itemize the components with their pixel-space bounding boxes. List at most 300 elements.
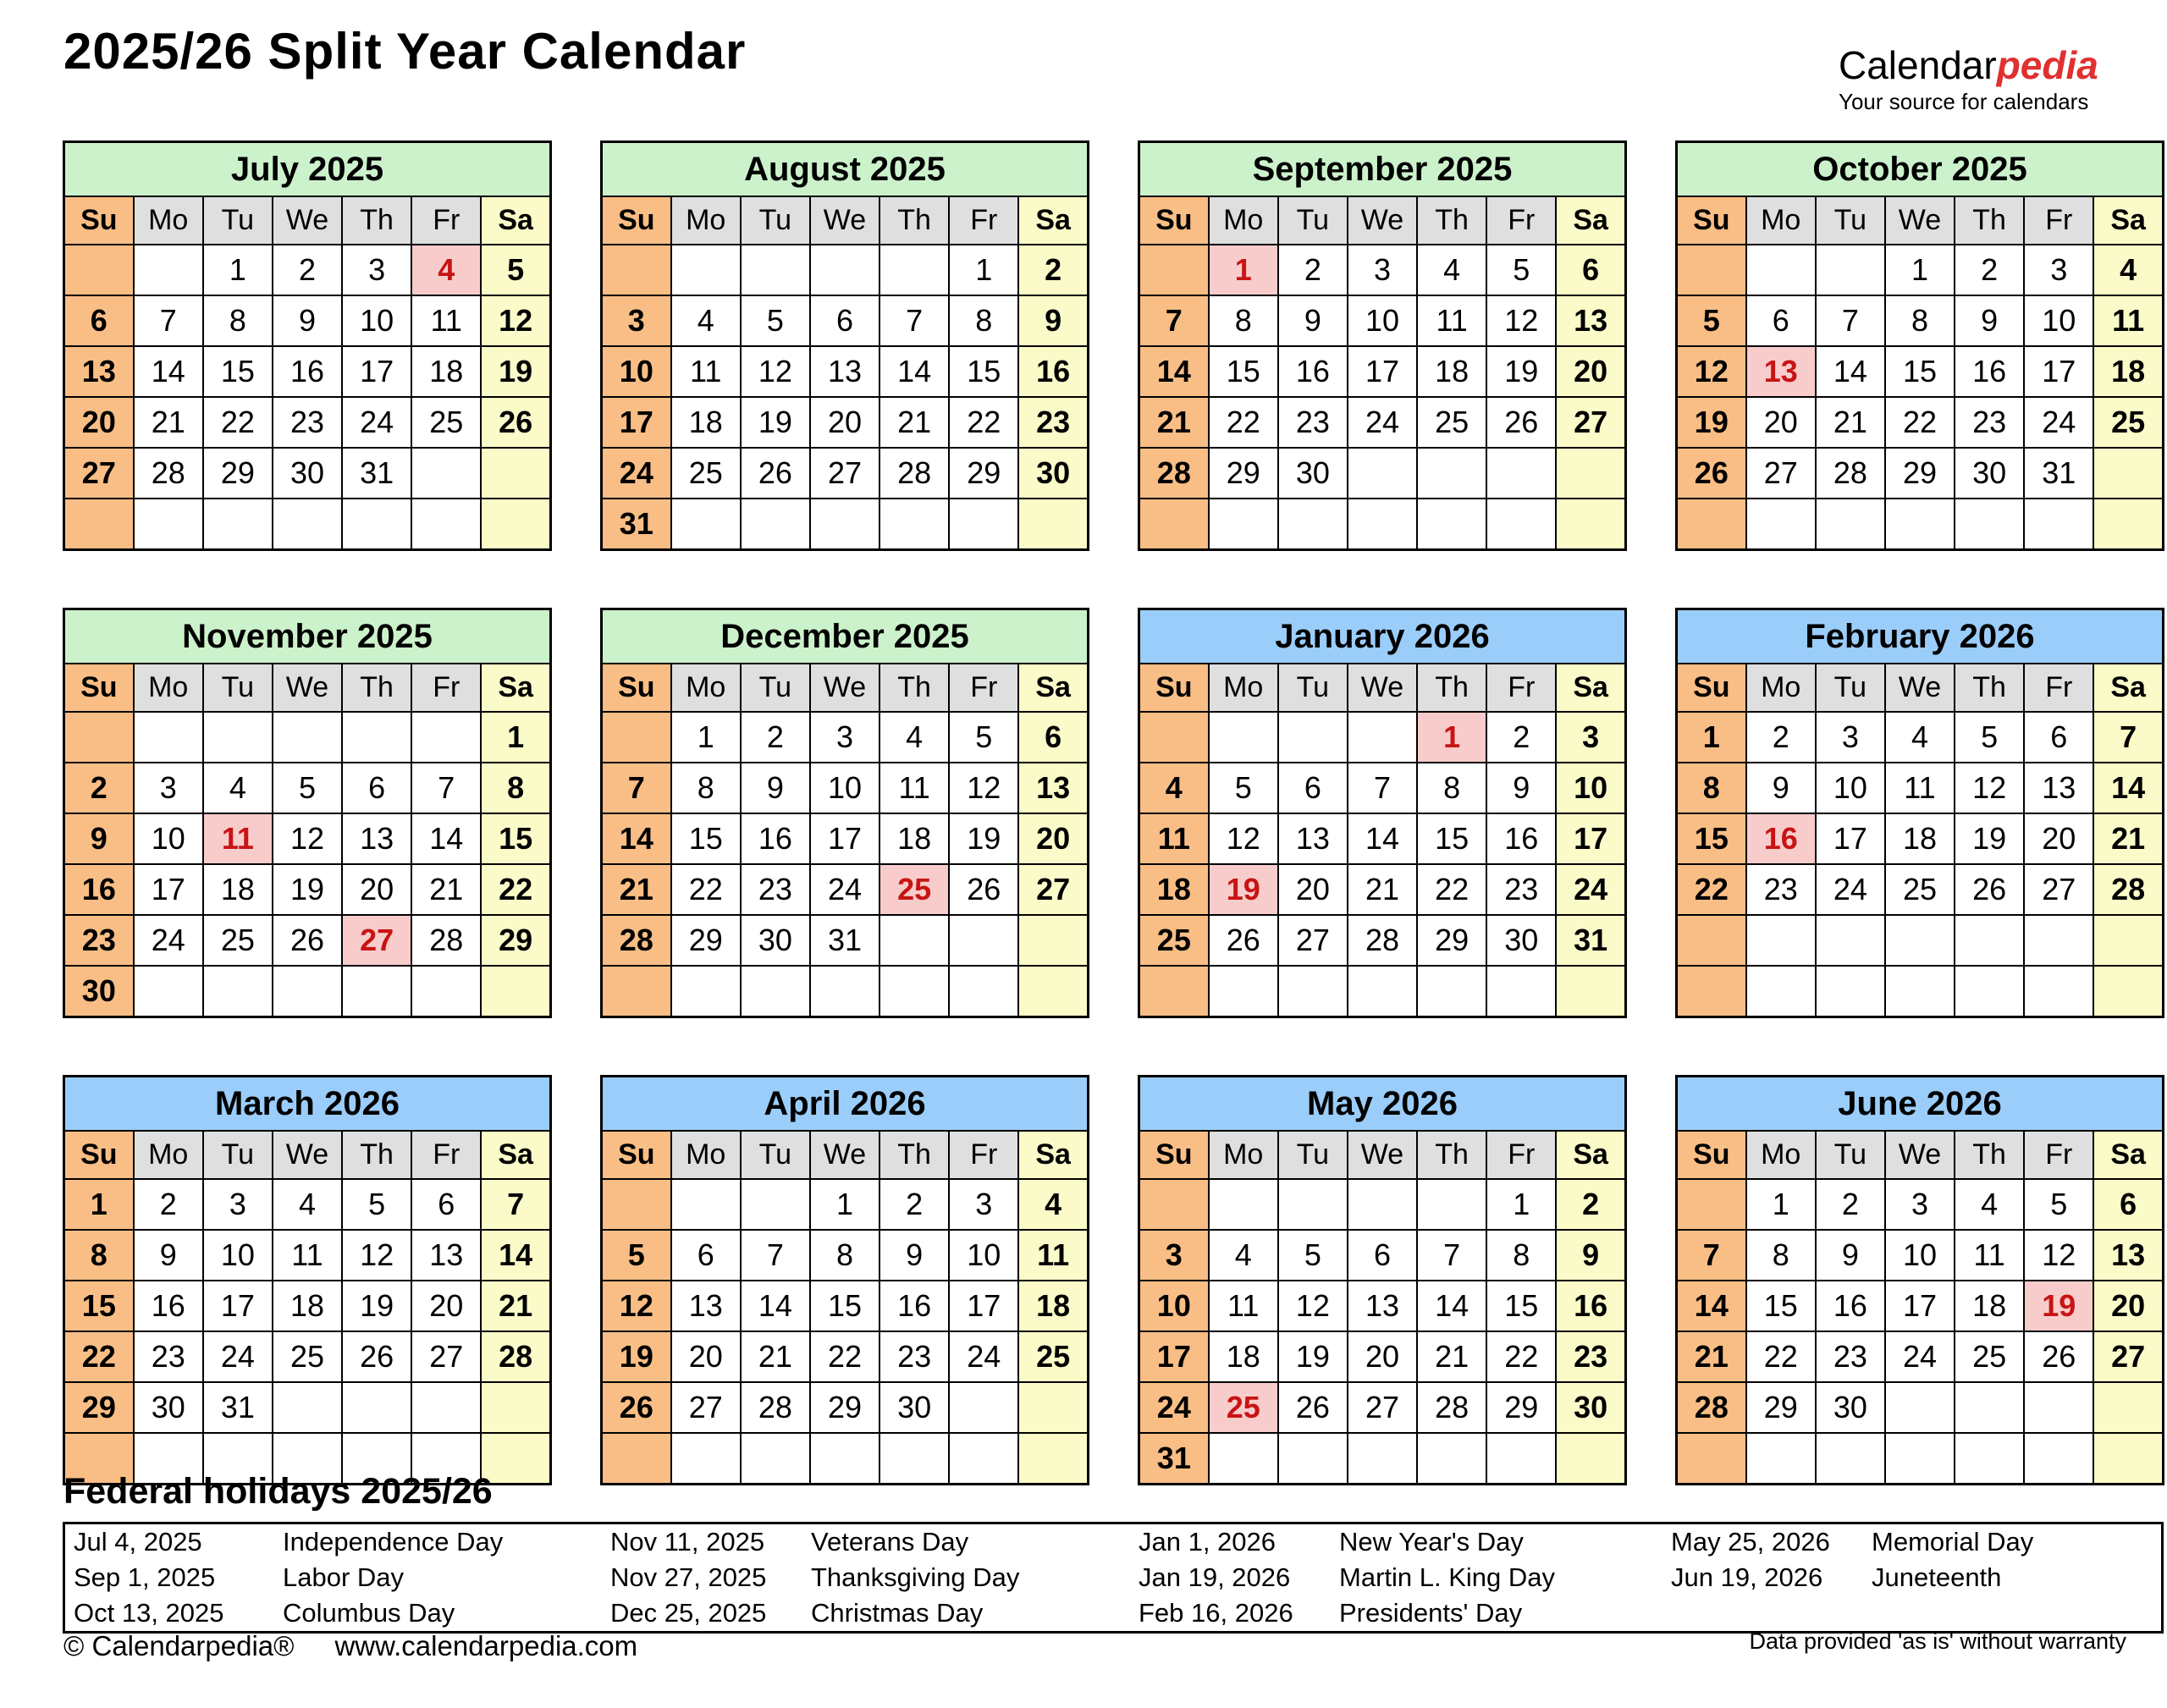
empty-day-cell xyxy=(1209,499,1278,550)
empty-day-cell xyxy=(134,712,203,763)
day-cell: 13 xyxy=(342,813,411,864)
day-cell: 4 xyxy=(671,295,741,346)
day-header-th: Th xyxy=(342,664,411,712)
holiday-day-cell: 27 xyxy=(342,915,411,966)
day-cell: 9 xyxy=(1746,763,1816,813)
day-cell: 9 xyxy=(1018,295,1088,346)
empty-day-cell xyxy=(1955,499,2024,550)
day-cell: 15 xyxy=(64,1281,134,1331)
day-header-tu: Tu xyxy=(741,1131,810,1179)
day-header-sa: Sa xyxy=(1556,196,1625,245)
day-cell: 5 xyxy=(1278,1230,1348,1281)
empty-day-cell xyxy=(1556,1433,1625,1485)
day-cell: 26 xyxy=(1677,448,1746,499)
day-cell: 25 xyxy=(1018,1331,1088,1382)
day-cell: 22 xyxy=(949,397,1018,448)
day-cell: 15 xyxy=(810,1281,879,1331)
day-cell: 11 xyxy=(2093,295,2163,346)
empty-day-cell xyxy=(1677,499,1746,550)
day-cell: 15 xyxy=(1209,346,1278,397)
day-cell: 22 xyxy=(203,397,273,448)
day-cell: 29 xyxy=(1885,448,1955,499)
day-header-su: Su xyxy=(602,196,671,245)
empty-day-cell xyxy=(1417,1433,1486,1485)
empty-day-cell xyxy=(1486,499,1556,550)
empty-day-cell xyxy=(1209,1433,1278,1485)
day-cell: 16 xyxy=(741,813,810,864)
day-cell: 30 xyxy=(1955,448,2024,499)
day-cell: 4 xyxy=(1209,1230,1278,1281)
empty-day-cell xyxy=(1677,966,1746,1017)
day-header-sa: Sa xyxy=(481,196,550,245)
day-cell: 14 xyxy=(741,1281,810,1331)
empty-day-cell xyxy=(1417,499,1486,550)
empty-day-cell xyxy=(273,712,342,763)
day-cell: 4 xyxy=(273,1179,342,1230)
day-cell: 14 xyxy=(481,1230,550,1281)
day-cell: 11 xyxy=(879,763,949,813)
day-cell: 29 xyxy=(1209,448,1278,499)
day-cell: 5 xyxy=(481,245,550,295)
day-cell: 20 xyxy=(1556,346,1625,397)
day-cell: 6 xyxy=(1746,295,1816,346)
day-cell: 3 xyxy=(1348,245,1417,295)
holiday-row xyxy=(64,1523,2163,1561)
day-cell: 18 xyxy=(273,1281,342,1331)
day-cell: 23 xyxy=(1556,1331,1625,1382)
day-cell: 6 xyxy=(1348,1230,1417,1281)
day-header-tu: Tu xyxy=(1278,664,1348,712)
day-cell: 9 xyxy=(1955,295,2024,346)
day-cell: 20 xyxy=(671,1331,741,1382)
day-cell: 24 xyxy=(1885,1331,1955,1382)
day-cell: 14 xyxy=(2093,763,2163,813)
empty-day-cell xyxy=(671,245,741,295)
day-cell: 26 xyxy=(949,864,1018,915)
day-cell: 30 xyxy=(64,966,134,1017)
day-cell: 31 xyxy=(602,499,671,550)
day-header-th: Th xyxy=(1955,1131,2024,1179)
day-cell: 24 xyxy=(1139,1382,1209,1433)
day-cell: 1 xyxy=(671,712,741,763)
empty-day-cell xyxy=(1677,245,1746,295)
day-cell: 9 xyxy=(1556,1230,1625,1281)
empty-day-cell xyxy=(342,712,411,763)
day-cell: 6 xyxy=(1018,712,1088,763)
day-header-tu: Tu xyxy=(1278,1131,1348,1179)
day-cell: 7 xyxy=(481,1179,550,1230)
empty-day-cell xyxy=(1018,1433,1088,1485)
day-header-tu: Tu xyxy=(1816,664,1885,712)
day-header-th: Th xyxy=(879,664,949,712)
day-cell: 25 xyxy=(1139,915,1209,966)
empty-day-cell xyxy=(810,245,879,295)
day-cell: 12 xyxy=(1955,763,2024,813)
day-cell: 11 xyxy=(1955,1230,2024,1281)
day-cell: 1 xyxy=(1885,245,1955,295)
empty-day-cell xyxy=(1139,499,1209,550)
empty-day-cell xyxy=(1209,712,1278,763)
month-august-2025 xyxy=(600,140,1089,551)
day-cell: 29 xyxy=(1417,915,1486,966)
day-cell: 8 xyxy=(671,763,741,813)
day-cell: 12 xyxy=(481,295,550,346)
day-header-we: We xyxy=(1348,664,1417,712)
day-cell: 26 xyxy=(481,397,550,448)
empty-day-cell xyxy=(203,966,273,1017)
day-cell: 28 xyxy=(741,1382,810,1433)
empty-day-cell xyxy=(411,1382,481,1433)
day-cell: 6 xyxy=(411,1179,481,1230)
day-cell: 6 xyxy=(1556,245,1625,295)
day-cell: 10 xyxy=(602,346,671,397)
day-cell: 22 xyxy=(1885,397,1955,448)
day-cell: 14 xyxy=(1139,346,1209,397)
day-cell: 27 xyxy=(64,448,134,499)
day-cell: 24 xyxy=(342,397,411,448)
day-cell: 23 xyxy=(1746,864,1816,915)
day-cell: 22 xyxy=(671,864,741,915)
day-cell: 24 xyxy=(203,1331,273,1382)
holiday-date: Jan 19, 2026 xyxy=(1139,1562,1291,1592)
day-cell: 18 xyxy=(1209,1331,1278,1382)
empty-day-cell xyxy=(1139,966,1209,1017)
month-february-2026 xyxy=(1675,608,2164,1018)
day-cell: 7 xyxy=(1348,763,1417,813)
day-header-su: Su xyxy=(64,196,134,245)
day-header-we: We xyxy=(810,1131,879,1179)
day-cell: 13 xyxy=(810,346,879,397)
day-cell: 5 xyxy=(2024,1179,2093,1230)
day-cell: 2 xyxy=(1486,712,1556,763)
holiday-day-cell: 4 xyxy=(411,245,481,295)
day-cell: 15 xyxy=(671,813,741,864)
day-cell: 26 xyxy=(741,448,810,499)
month-september-2025 xyxy=(1138,140,1627,551)
day-header-mo: Mo xyxy=(1746,664,1816,712)
holiday-name: Memorial Day xyxy=(1872,1527,2034,1556)
day-cell: 8 xyxy=(949,295,1018,346)
day-cell: 13 xyxy=(2024,763,2093,813)
day-cell: 18 xyxy=(203,864,273,915)
empty-day-cell xyxy=(1417,966,1486,1017)
empty-day-cell xyxy=(1746,499,1816,550)
empty-day-cell xyxy=(1417,1179,1486,1230)
day-cell: 2 xyxy=(273,245,342,295)
day-cell: 27 xyxy=(1348,1382,1417,1433)
empty-day-cell xyxy=(1816,915,1885,966)
copyright-text: © Calendarpedia® xyxy=(63,1630,295,1661)
day-cell: 2 xyxy=(1955,245,2024,295)
day-cell: 15 xyxy=(1486,1281,1556,1331)
day-header-tu: Tu xyxy=(741,196,810,245)
day-cell: 20 xyxy=(1278,864,1348,915)
day-cell: 13 xyxy=(1556,295,1625,346)
empty-day-cell xyxy=(2093,448,2163,499)
day-cell: 25 xyxy=(203,915,273,966)
page-title: 2025/26 Split Year Calendar xyxy=(63,23,747,80)
day-cell: 31 xyxy=(810,915,879,966)
day-cell: 3 xyxy=(1139,1230,1209,1281)
day-header-tu: Tu xyxy=(1816,1131,1885,1179)
empty-day-cell xyxy=(273,966,342,1017)
day-cell: 31 xyxy=(1139,1433,1209,1485)
day-cell: 30 xyxy=(879,1382,949,1433)
day-cell: 10 xyxy=(1885,1230,1955,1281)
day-header-mo: Mo xyxy=(1746,1131,1816,1179)
month-december-2025 xyxy=(600,608,1089,1018)
day-cell: 24 xyxy=(810,864,879,915)
day-header-fr: Fr xyxy=(1486,664,1556,712)
empty-day-cell xyxy=(1278,712,1348,763)
empty-day-cell xyxy=(1816,966,1885,1017)
empty-day-cell xyxy=(1018,499,1088,550)
holiday-date: Sep 1, 2025 xyxy=(74,1562,216,1592)
day-cell: 25 xyxy=(671,448,741,499)
day-cell: 9 xyxy=(1486,763,1556,813)
empty-day-cell xyxy=(671,1179,741,1230)
day-cell: 21 xyxy=(134,397,203,448)
day-cell: 17 xyxy=(949,1281,1018,1331)
empty-day-cell xyxy=(1348,448,1417,499)
day-cell: 22 xyxy=(1677,864,1746,915)
day-header-th: Th xyxy=(1417,1131,1486,1179)
empty-day-cell xyxy=(2024,915,2093,966)
day-cell: 5 xyxy=(1209,763,1278,813)
day-cell: 27 xyxy=(1556,397,1625,448)
day-cell: 10 xyxy=(342,295,411,346)
day-cell: 20 xyxy=(64,397,134,448)
day-header-sa: Sa xyxy=(481,664,550,712)
day-cell: 2 xyxy=(134,1179,203,1230)
day-cell: 28 xyxy=(134,448,203,499)
day-header-tu: Tu xyxy=(1278,196,1348,245)
empty-day-cell xyxy=(879,966,949,1017)
day-header-we: We xyxy=(810,664,879,712)
day-cell: 13 xyxy=(1278,813,1348,864)
empty-day-cell xyxy=(1348,712,1417,763)
day-cell: 7 xyxy=(134,295,203,346)
day-cell: 18 xyxy=(411,346,481,397)
day-header-sa: Sa xyxy=(1018,196,1088,245)
day-cell: 28 xyxy=(411,915,481,966)
day-cell: 31 xyxy=(203,1382,273,1433)
holiday-day-cell: 19 xyxy=(1209,864,1278,915)
day-cell: 29 xyxy=(671,915,741,966)
empty-day-cell xyxy=(1816,245,1885,295)
holiday-name: Veterans Day xyxy=(811,1527,969,1556)
day-cell: 19 xyxy=(1677,397,1746,448)
month-january-2026 xyxy=(1138,608,1627,1018)
day-cell: 27 xyxy=(1746,448,1816,499)
empty-day-cell xyxy=(411,712,481,763)
day-header-th: Th xyxy=(1955,196,2024,245)
empty-day-cell xyxy=(2093,1433,2163,1485)
holiday-date: Feb 16, 2026 xyxy=(1139,1598,1293,1628)
day-header-mo: Mo xyxy=(1209,664,1278,712)
day-cell: 18 xyxy=(671,397,741,448)
day-cell: 8 xyxy=(64,1230,134,1281)
holiday-date xyxy=(1670,1595,1871,1633)
day-cell: 13 xyxy=(411,1230,481,1281)
day-cell: 23 xyxy=(1486,864,1556,915)
day-cell: 16 xyxy=(1955,346,2024,397)
empty-day-cell xyxy=(2093,915,2163,966)
empty-day-cell xyxy=(2093,499,2163,550)
day-cell: 25 xyxy=(273,1331,342,1382)
day-header-sa: Sa xyxy=(1018,664,1088,712)
empty-day-cell xyxy=(879,1433,949,1485)
day-header-mo: Mo xyxy=(134,196,203,245)
day-cell: 24 xyxy=(2024,397,2093,448)
day-header-mo: Mo xyxy=(134,664,203,712)
day-cell: 26 xyxy=(342,1331,411,1382)
month-march-2026 xyxy=(63,1075,552,1485)
day-cell: 28 xyxy=(1139,448,1209,499)
day-cell: 23 xyxy=(273,397,342,448)
empty-day-cell xyxy=(273,499,342,550)
day-cell: 19 xyxy=(949,813,1018,864)
day-header-su: Su xyxy=(1677,1131,1746,1179)
day-header-fr: Fr xyxy=(1486,196,1556,245)
day-cell: 19 xyxy=(1486,346,1556,397)
empty-day-cell xyxy=(671,1433,741,1485)
calendarpedia-url-link[interactable]: www.calendarpedia.com xyxy=(334,1630,638,1661)
day-header-sa: Sa xyxy=(481,1131,550,1179)
holiday-date: Dec 25, 2025 xyxy=(610,1598,767,1628)
day-cell: 1 xyxy=(1486,1179,1556,1230)
holiday-day-cell: 1 xyxy=(1209,245,1278,295)
day-cell: 19 xyxy=(741,397,810,448)
day-cell: 5 xyxy=(342,1179,411,1230)
holiday-day-cell: 25 xyxy=(1209,1382,1278,1433)
day-cell: 8 xyxy=(1885,295,1955,346)
day-cell: 3 xyxy=(203,1179,273,1230)
day-header-su: Su xyxy=(1139,1131,1209,1179)
day-cell: 11 xyxy=(273,1230,342,1281)
day-header-fr: Fr xyxy=(949,664,1018,712)
day-cell: 18 xyxy=(1139,864,1209,915)
day-cell: 24 xyxy=(949,1331,1018,1382)
empty-day-cell xyxy=(481,499,550,550)
day-header-we: We xyxy=(273,196,342,245)
day-cell: 27 xyxy=(2093,1331,2163,1382)
empty-day-cell xyxy=(1278,499,1348,550)
empty-day-cell xyxy=(1209,1179,1278,1230)
day-header-fr: Fr xyxy=(411,196,481,245)
day-header-tu: Tu xyxy=(741,664,810,712)
logo-wordmark-black: Calendar xyxy=(1839,43,1997,87)
day-cell: 9 xyxy=(1278,295,1348,346)
empty-day-cell xyxy=(1885,915,1955,966)
empty-day-cell xyxy=(1556,966,1625,1017)
day-cell: 30 xyxy=(273,448,342,499)
day-header-mo: Mo xyxy=(1746,196,1816,245)
empty-day-cell xyxy=(1018,966,1088,1017)
day-header-mo: Mo xyxy=(671,1131,741,1179)
day-cell: 27 xyxy=(810,448,879,499)
day-cell: 3 xyxy=(1816,712,1885,763)
day-header-th: Th xyxy=(879,196,949,245)
day-cell: 8 xyxy=(1746,1230,1816,1281)
empty-day-cell xyxy=(602,712,671,763)
month-title: March 2026 xyxy=(64,1077,551,1132)
day-cell: 19 xyxy=(1278,1331,1348,1382)
day-cell: 17 xyxy=(1816,813,1885,864)
day-cell: 30 xyxy=(1556,1382,1625,1433)
day-header-we: We xyxy=(1885,1131,1955,1179)
day-cell: 29 xyxy=(203,448,273,499)
empty-day-cell xyxy=(810,1433,879,1485)
empty-day-cell xyxy=(273,1382,342,1433)
day-cell: 30 xyxy=(1278,448,1348,499)
day-cell: 21 xyxy=(1816,397,1885,448)
empty-day-cell xyxy=(602,1433,671,1485)
empty-day-cell xyxy=(1677,1433,1746,1485)
day-cell: 23 xyxy=(64,915,134,966)
day-cell: 19 xyxy=(602,1331,671,1382)
day-cell: 21 xyxy=(741,1331,810,1382)
day-cell: 20 xyxy=(2093,1281,2163,1331)
empty-day-cell xyxy=(810,966,879,1017)
day-cell: 10 xyxy=(134,813,203,864)
day-header-th: Th xyxy=(342,1131,411,1179)
empty-day-cell xyxy=(741,1433,810,1485)
day-cell: 11 xyxy=(1018,1230,1088,1281)
empty-day-cell xyxy=(1955,1433,2024,1485)
day-cell: 3 xyxy=(949,1179,1018,1230)
day-cell: 26 xyxy=(1486,397,1556,448)
empty-day-cell xyxy=(411,448,481,499)
day-cell: 31 xyxy=(1556,915,1625,966)
day-header-su: Su xyxy=(1677,664,1746,712)
day-cell: 15 xyxy=(1677,813,1746,864)
day-cell: 20 xyxy=(411,1281,481,1331)
empty-day-cell xyxy=(342,499,411,550)
day-cell: 1 xyxy=(1677,712,1746,763)
empty-day-cell xyxy=(1139,1179,1209,1230)
empty-day-cell xyxy=(1746,915,1816,966)
day-header-mo: Mo xyxy=(671,664,741,712)
day-cell: 6 xyxy=(810,295,879,346)
day-cell: 19 xyxy=(342,1281,411,1331)
day-cell: 18 xyxy=(1417,346,1486,397)
day-cell: 27 xyxy=(671,1382,741,1433)
day-cell: 27 xyxy=(1018,864,1088,915)
day-cell: 2 xyxy=(1746,712,1816,763)
month-title: September 2025 xyxy=(1139,142,1626,197)
holiday-day-cell: 16 xyxy=(1746,813,1816,864)
day-header-tu: Tu xyxy=(1816,196,1885,245)
day-cell: 15 xyxy=(949,346,1018,397)
day-cell: 11 xyxy=(1417,295,1486,346)
empty-day-cell xyxy=(342,1382,411,1433)
empty-day-cell xyxy=(879,245,949,295)
empty-day-cell xyxy=(602,1179,671,1230)
day-cell: 1 xyxy=(481,712,550,763)
empty-day-cell xyxy=(134,499,203,550)
logo-wordmark-red: pedia xyxy=(1996,43,2098,87)
day-header-fr: Fr xyxy=(411,664,481,712)
day-cell: 24 xyxy=(1556,864,1625,915)
empty-day-cell xyxy=(481,966,550,1017)
day-cell: 20 xyxy=(1746,397,1816,448)
holiday-name: New Year's Day xyxy=(1339,1527,1524,1556)
month-april-2026 xyxy=(600,1075,1089,1485)
day-header-mo: Mo xyxy=(671,196,741,245)
empty-day-cell xyxy=(1556,499,1625,550)
day-cell: 26 xyxy=(1278,1382,1348,1433)
